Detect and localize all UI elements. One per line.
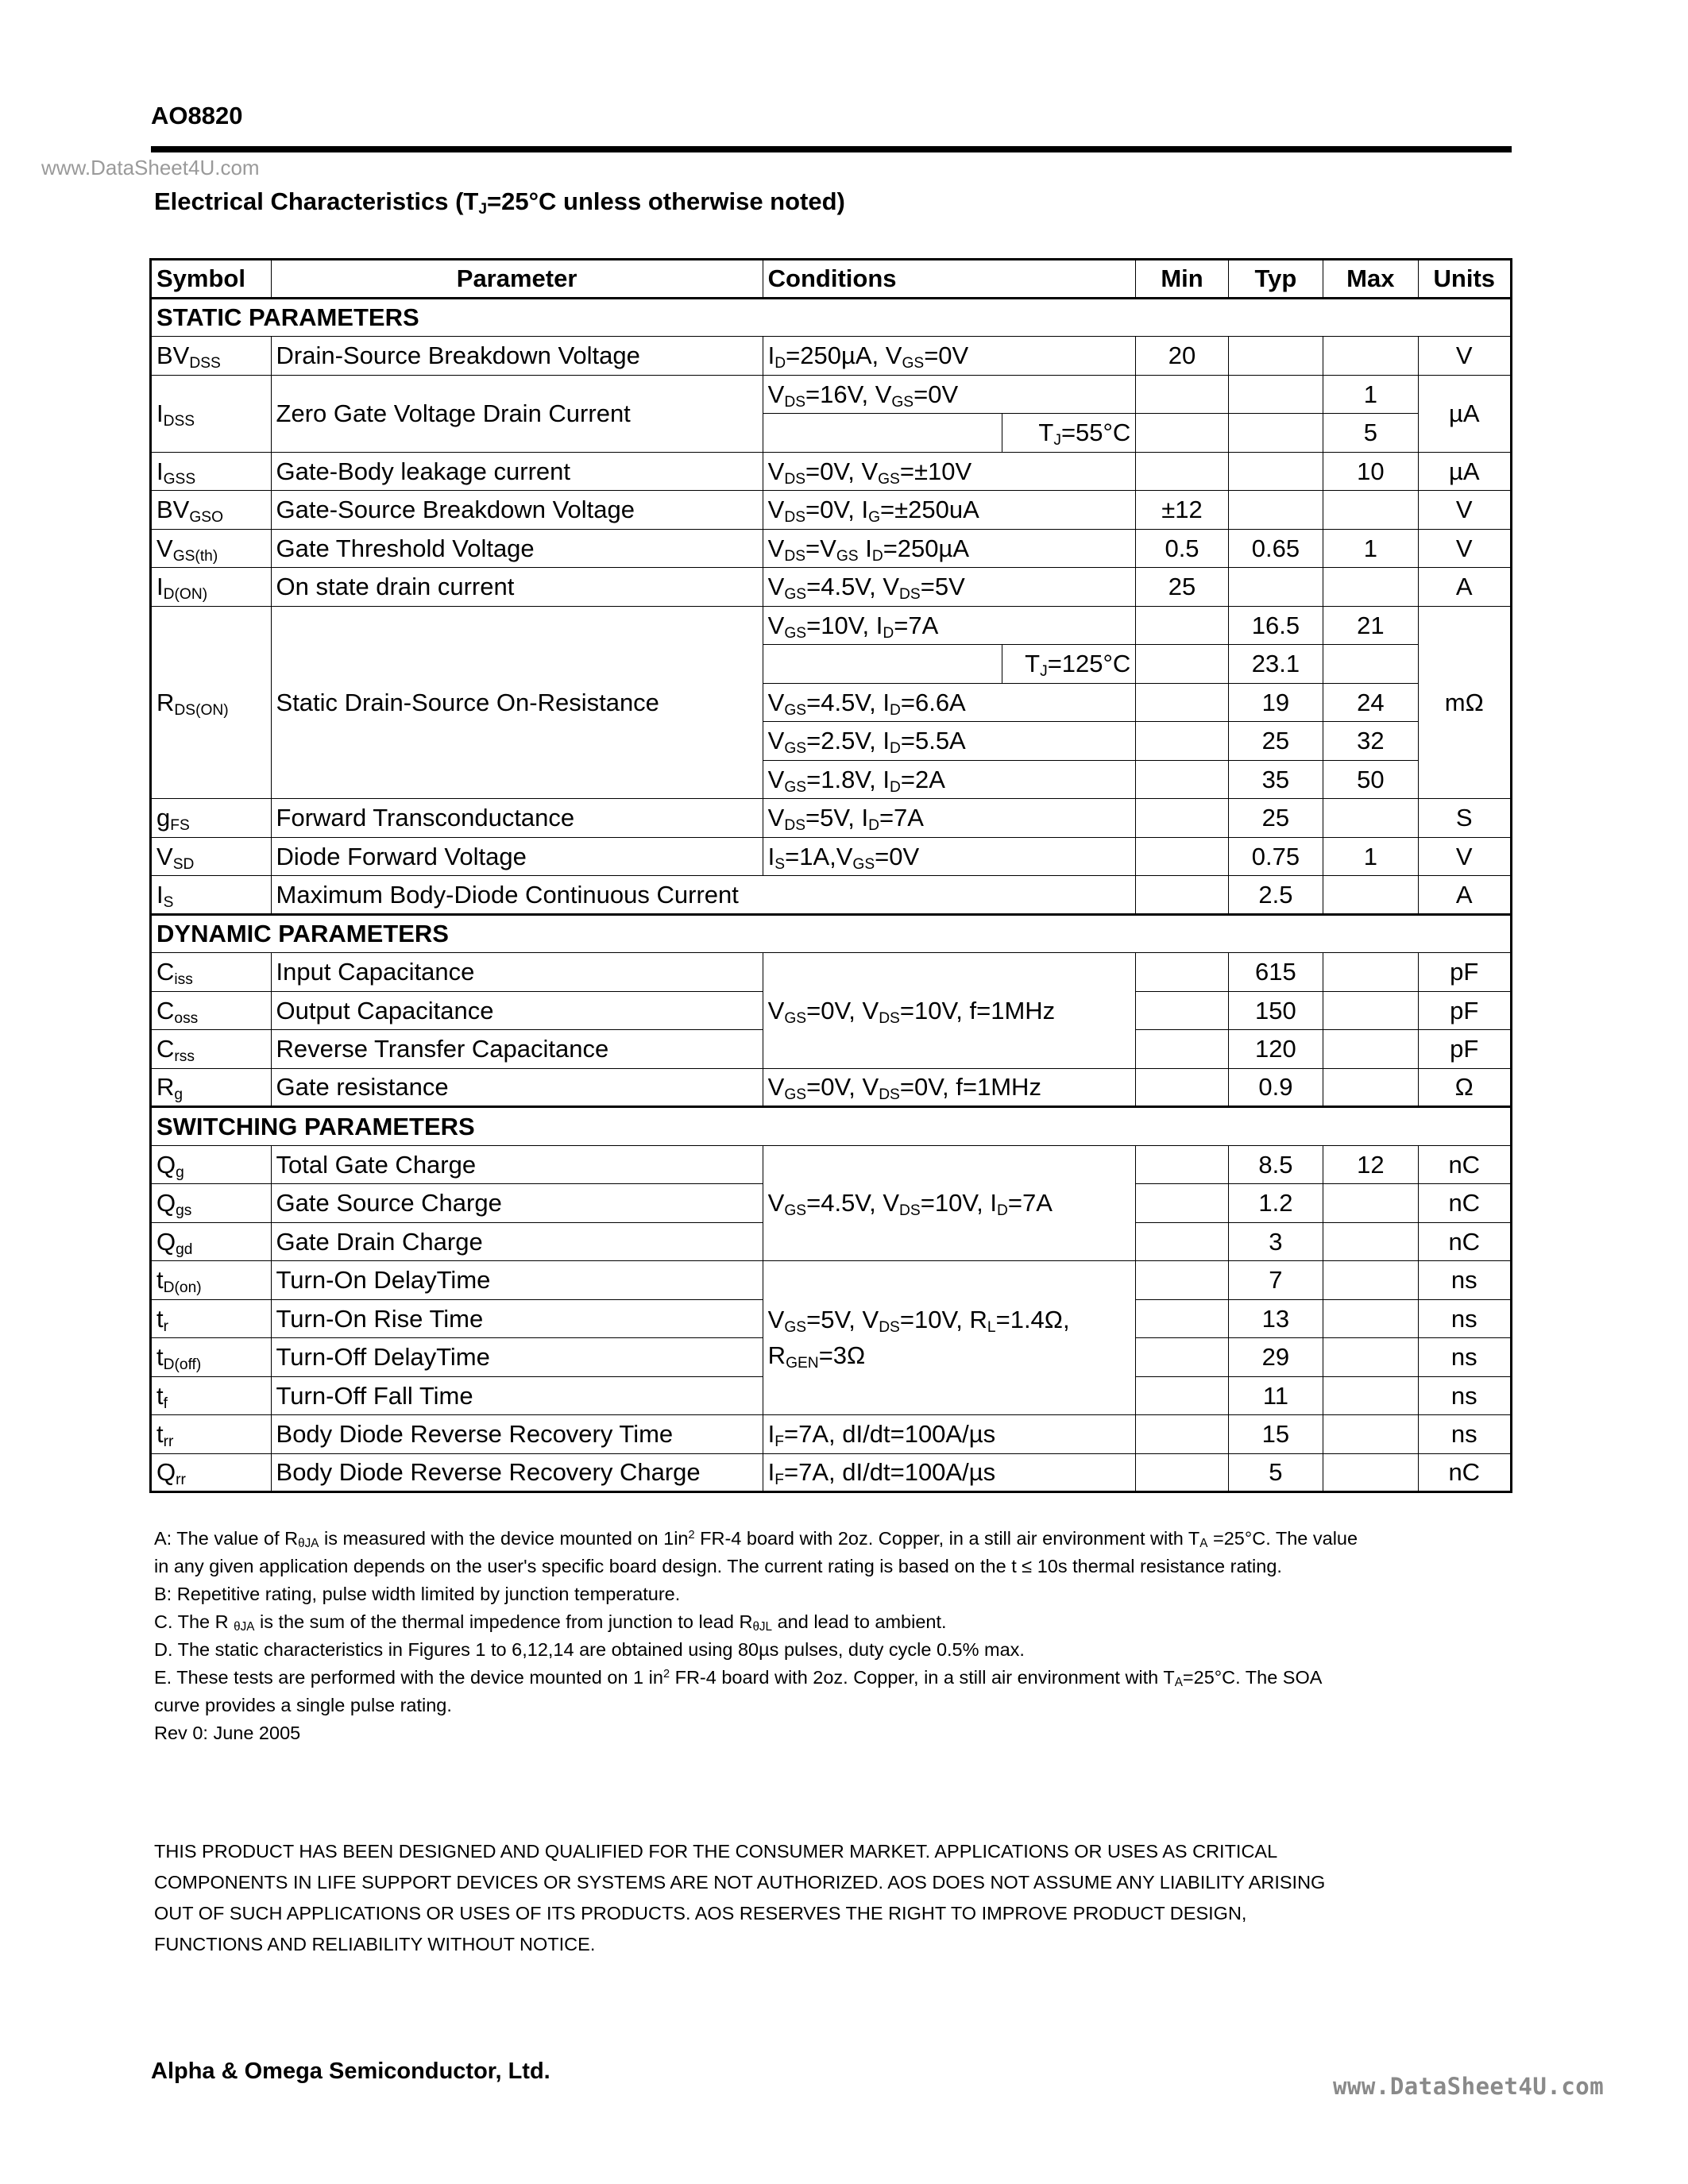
typ-bvgso [1228,491,1323,530]
typ-is: 2.5 [1228,876,1323,915]
param-gfs: Forward Transconductance [271,799,763,838]
typ-tdoff: 29 [1228,1338,1323,1377]
max-rdson-3: 24 [1323,683,1418,722]
max-qrr [1323,1453,1418,1492]
max-tdon [1323,1261,1418,1300]
table-row [151,1261,1512,1300]
min-vgsth: 0.5 [1136,529,1228,568]
param-tr: Turn-On Rise Time [271,1299,763,1338]
typ-coss: 150 [1228,991,1323,1030]
max-idon [1323,568,1418,607]
units-coss: pF [1418,991,1511,1030]
min-crss [1136,1030,1228,1069]
symbol-is: $I_S$ [151,876,272,915]
units-idss: µA [1418,375,1511,452]
typ-qrr: 5 [1228,1453,1323,1492]
cond-blank [763,645,1002,684]
param-vgsth: Gate Threshold Voltage [271,529,763,568]
typ-qg: 8.5 [1228,1145,1323,1184]
table-row [151,452,1512,491]
min-rdson-3 [1136,683,1228,722]
param-bvdss: Drain-Source Breakdown Voltage [271,337,763,376]
col-parameter: Parameter [271,260,763,299]
min-rdson-5 [1136,760,1228,799]
cond-rdson-5: $V_{GS}=1.8V$, $I_D=2A$ [763,760,1136,799]
max-rdson-4: 32 [1323,722,1418,761]
typ-tf: 11 [1228,1376,1323,1415]
units-crss: pF [1418,1030,1511,1069]
typ-rg: 0.9 [1228,1068,1323,1107]
units-trr: ns [1418,1415,1511,1454]
min-coss [1136,991,1228,1030]
symbol-tdon: $t_{D(on)}$ [151,1261,272,1300]
max-vsd: 1 [1323,837,1418,876]
typ-igss [1228,452,1323,491]
min-bvgso: ±12 [1136,491,1228,530]
max-rg [1323,1068,1418,1107]
units-qgs: nC [1418,1184,1511,1223]
typ-vsd: 0.75 [1228,837,1323,876]
min-tr [1136,1299,1228,1338]
symbol-rdson: $R_{DS(ON)}$ [151,606,272,799]
typ-ciss: 615 [1228,953,1323,992]
min-rdson-2 [1136,645,1228,684]
units-qgd: nC [1418,1222,1511,1261]
min-is [1136,876,1228,915]
table-row [151,953,1512,992]
min-tdon [1136,1261,1228,1300]
symbol-vsd: $V_{SD}$ [151,837,272,876]
units-rdson: mΩ [1418,606,1511,799]
table-row [151,529,1512,568]
min-rg [1136,1068,1228,1107]
symbol-tdoff: $t_{D(off)}$ [151,1338,272,1377]
param-vsd: Diode Forward Voltage [271,837,763,876]
typ-tdon: 7 [1228,1261,1323,1300]
param-rg: Gate resistance [271,1068,763,1107]
min-qgs [1136,1184,1228,1223]
units-tdon: ns [1418,1261,1511,1300]
typ-idss-2 [1228,414,1323,453]
cond-rdson-tj: $T_J=125^\circ C$ [1002,645,1136,684]
cond-idss: $V_{DS}=16V$, $V_{GS}=0V$ [763,375,1136,414]
note-e-cont: curve provides a single pulse rating. [154,1695,452,1715]
note-a: A: The value of $R_{\theta JA}$ is measured with the device mounted on $1in^2$ FR-4 board with 2oz. Copper, in a still air environment with $T_A =25^\circ C$. The value [154,1528,1358,1551]
section-switching: SWITCHING PARAMETERS [151,1107,1512,1146]
typ-tr: 13 [1228,1299,1323,1338]
typ-idon [1228,568,1323,607]
cond-vsd: $I_S=1A,V_{GS}=0V$ [763,837,1136,876]
typ-vgsth: 0.65 [1228,529,1323,568]
symbol-bvgso: $BV_{GSO}$ [151,491,272,530]
watermark-bottom[interactable]: www.DataSheet4U.com [1333,2073,1605,2100]
col-conditions: Conditions [763,260,1136,299]
units-tf: ns [1418,1376,1511,1415]
units-rg: Ω [1418,1068,1511,1107]
min-tf [1136,1376,1228,1415]
param-rdson: Static Drain-Source On-Resistance [271,606,763,799]
table-row [151,799,1512,838]
cond-switching: $V_{GS}=5V$, $V_{DS}=10V$, $R_L=1.4\Omega$, $R_{GEN}=3\Omega$ [763,1261,1136,1415]
revision: Rev 0: June 2005 [154,1723,301,1743]
max-idss-2: 5 [1323,414,1418,453]
cond-bvdss: $I_D=250\mu A$, $V_{GS}=0V$ [763,337,1136,376]
units-gfs: S [1418,799,1511,838]
symbol-gfs: $g_{FS}$ [151,799,272,838]
min-vsd [1136,837,1228,876]
param-tdon: Turn-On DelayTime [271,1261,763,1300]
table-row [151,491,1512,530]
max-tf [1323,1376,1418,1415]
cond-idss-tj: $T_J=55^\circ C$ [1002,414,1136,453]
typ-bvdss [1228,337,1323,376]
max-tr [1323,1299,1418,1338]
col-min: Min [1136,260,1228,299]
units-bvdss: V [1418,337,1511,376]
section-heading: Electrical Characteristics ($T_J=25^\circ C$ unless otherwise noted) [154,187,845,218]
disclaimer [154,1836,1489,1960]
table-row [151,1453,1512,1492]
typ-rdson-3: 19 [1228,683,1323,722]
cond-idon: $V_{GS}=4.5V$, $V_{DS}=5V$ [763,568,1136,607]
units-qrr: nC [1418,1453,1511,1492]
cond-blank [763,414,1002,453]
table-row [151,606,1512,645]
symbol-crss: $C_{rss}$ [151,1030,272,1069]
max-ciss [1323,953,1418,992]
cond-gfs: $V_{DS}=5V$, $I_D=7A$ [763,799,1136,838]
cond-rdson-1: $V_{GS}=10V$, $I_D=7A$ [763,606,1136,645]
min-qrr [1136,1453,1228,1492]
cond-rg: $V_{GS}=0V$, $V_{DS}=0V$, f=1MHz [763,1068,1136,1107]
min-idss [1136,375,1228,414]
disclaimer-line: FUNCTIONS AND RELIABILITY WITHOUT NOTICE. [154,1934,596,1954]
units-idon: A [1418,568,1511,607]
min-ciss [1136,953,1228,992]
symbol-igss: $I_{GSS}$ [151,452,272,491]
min-rdson-4 [1136,722,1228,761]
table-row [151,375,1512,414]
units-igss: µA [1418,452,1511,491]
note-c: C. The R $_{\theta JA}$ is the sum of the thermal impedence from junction to lead $R_{\theta JL}$ and lead to ambient. [154,1611,947,1634]
table-row [151,1068,1512,1107]
symbol-rg: $R_g$ [151,1068,272,1107]
cond-rdson-4: $V_{GS}=2.5V$, $I_D=5.5A$ [763,722,1136,761]
disclaimer-line: COMPONENTS IN LIFE SUPPORT DEVICES OR SYSTEMS ARE NOT AUTHORIZED. AOS DOES NOT ASSUME ANY LIABILITY ARISING [154,1872,1326,1893]
param-qgs: Gate Source Charge [271,1184,763,1223]
cond-rdson-3: $V_{GS}=4.5V$, $I_D=6.6A$ [763,683,1136,722]
typ-qgd: 3 [1228,1222,1323,1261]
min-idss-2 [1136,414,1228,453]
min-idon: 25 [1136,568,1228,607]
typ-crss: 120 [1228,1030,1323,1069]
header-rule [151,146,1512,152]
typ-rdson-5: 35 [1228,760,1323,799]
min-tdoff [1136,1338,1228,1377]
table-row [151,1415,1512,1454]
symbol-qgd: $Q_{gd}$ [151,1222,272,1261]
cond-bvgso: $V_{DS}=0V$, $I_G=\pm 250uA$ [763,491,1136,530]
typ-trr: 15 [1228,1415,1323,1454]
table-header-row [151,260,1512,299]
max-coss [1323,991,1418,1030]
max-crss [1323,1030,1418,1069]
note-e: E. These tests are performed with the device mounted on 1 $in^2$ FR-4 board with 2oz. Copper, in a still air environment with $T_A=25^\circ C$. The SOA [154,1667,1323,1690]
symbol-bvdss: $BV_{DSS}$ [151,337,272,376]
param-igss: Gate-Body leakage current [271,452,763,491]
table-row [151,337,1512,376]
table-row [151,837,1512,876]
typ-rdson-4: 25 [1228,722,1323,761]
max-idss: 1 [1323,375,1418,414]
typ-qgs: 1.2 [1228,1184,1323,1223]
units-ciss: pF [1418,953,1511,992]
max-gfs [1323,799,1418,838]
typ-rdson-2: 23.1 [1228,645,1323,684]
max-rdson-5: 50 [1323,760,1418,799]
units-tr: ns [1418,1299,1511,1338]
cond-trr: $I_F=7A$, dI/dt=100A/µs [763,1415,1136,1454]
cond-igss: $V_{DS}=0V$, $V_{GS}=\pm 10V$ [763,452,1136,491]
symbol-trr: $t_{rr}$ [151,1415,272,1454]
cond-gate-charge: $V_{GS}=4.5V$, $V_{DS}=10V$, $I_D=7A$ [763,1145,1136,1261]
min-rdson-1 [1136,606,1228,645]
cond-capacitance: $V_{GS}=0V$, $V_{DS}=10V$, f=1MHz [763,953,1136,1069]
param-tf: Turn-Off Fall Time [271,1376,763,1415]
units-vgsth: V [1418,529,1511,568]
param-idss: Zero Gate Voltage Drain Current [271,375,763,452]
col-units: Units [1418,260,1511,299]
symbol-tr: $t_r$ [151,1299,272,1338]
min-bvdss: 20 [1136,337,1228,376]
cond-qrr: $I_F=7A$, dI/dt=100A/µs [763,1453,1136,1492]
typ-idss [1228,375,1323,414]
max-tdoff [1323,1338,1418,1377]
symbol-ciss: $C_{iss}$ [151,953,272,992]
param-is: Maximum Body-Diode Continuous Current [271,876,1136,915]
disclaimer-line: OUT OF SUCH APPLICATIONS OR USES OF ITS PRODUCTS. AOS RESERVES THE RIGHT TO IMPROVE PRODUCT DESIGN, [154,1903,1247,1924]
symbol-qrr: $Q_{rr}$ [151,1453,272,1492]
max-qg: 12 [1323,1145,1418,1184]
units-tdoff: ns [1418,1338,1511,1377]
electrical-characteristics-table [149,258,1512,1493]
symbol-qgs: $Q_{gs}$ [151,1184,272,1223]
footnotes [154,1525,1505,1747]
param-tdoff: Turn-Off DelayTime [271,1338,763,1377]
max-igss: 10 [1323,452,1418,491]
min-trr [1136,1415,1228,1454]
min-qg [1136,1145,1228,1184]
max-qgs [1323,1184,1418,1223]
typ-gfs: 25 [1228,799,1323,838]
symbol-coss: $C_{oss}$ [151,991,272,1030]
max-is [1323,876,1418,915]
table-row [151,876,1512,915]
part-number: AO8820 [151,102,243,129]
note-b: B: Repetitive rating, pulse width limited by junction temperature. [154,1584,681,1604]
symbol-vgsth: $V_{GS(th)}$ [151,529,272,568]
param-idon: On state drain current [271,568,763,607]
max-rdson-2 [1323,645,1418,684]
units-bvgso: V [1418,491,1511,530]
section-static: STATIC PARAMETERS [151,298,1512,337]
typ-rdson-1: 16.5 [1228,606,1323,645]
max-bvgso [1323,491,1418,530]
param-bvgso: Gate-Source Breakdown Voltage [271,491,763,530]
param-crss: Reverse Transfer Capacitance [271,1030,763,1069]
min-gfs [1136,799,1228,838]
min-qgd [1136,1222,1228,1261]
param-trr: Body Diode Reverse Recovery Time [271,1415,763,1454]
max-vgsth: 1 [1323,529,1418,568]
symbol-idon: $I_{D(ON)}$ [151,568,272,607]
max-trr [1323,1415,1418,1454]
max-rdson-1: 21 [1323,606,1418,645]
col-max: Max [1323,260,1418,299]
note-d: D. The static characteristics in Figures 1 to 6,12,14 are obtained using 80µs pulses, duty cycle 0.5% max. [154,1639,1025,1660]
cond-vgsth: $V_{DS}=V_{GS}$ $I_D=250\mu A$ [763,529,1136,568]
max-bvdss [1323,337,1418,376]
units-qg: nC [1418,1145,1511,1184]
units-vsd: V [1418,837,1511,876]
table-row [151,568,1512,607]
section-dynamic: DYNAMIC PARAMETERS [151,914,1512,953]
symbol-idss: $I_{DSS}$ [151,375,272,452]
units-is: A [1418,876,1511,915]
disclaimer-line: THIS PRODUCT HAS BEEN DESIGNED AND QUALIFIED FOR THE CONSUMER MARKET. APPLICATIONS OR USES AS CRITICAL [154,1841,1278,1862]
company-name: Alpha & Omega Semiconductor, Ltd. [151,2059,550,2084]
param-qgd: Gate Drain Charge [271,1222,763,1261]
param-qg: Total Gate Charge [271,1145,763,1184]
param-qrr: Body Diode Reverse Recovery Charge [271,1453,763,1492]
symbol-qg: $Q_g$ [151,1145,272,1184]
table-row [151,1145,1512,1184]
param-coss: Output Capacitance [271,991,763,1030]
param-ciss: Input Capacitance [271,953,763,992]
min-igss [1136,452,1228,491]
watermark-top[interactable]: www.DataSheet4U.com [41,156,260,179]
max-qgd [1323,1222,1418,1261]
symbol-tf: $t_f$ [151,1376,272,1415]
col-symbol: Symbol [151,260,272,299]
note-a-cont: in any given application depends on the user's specific board design. The current rating is based on the t ≤ 10s thermal resistance rating. [154,1556,1282,1576]
col-typ: Typ [1228,260,1323,299]
